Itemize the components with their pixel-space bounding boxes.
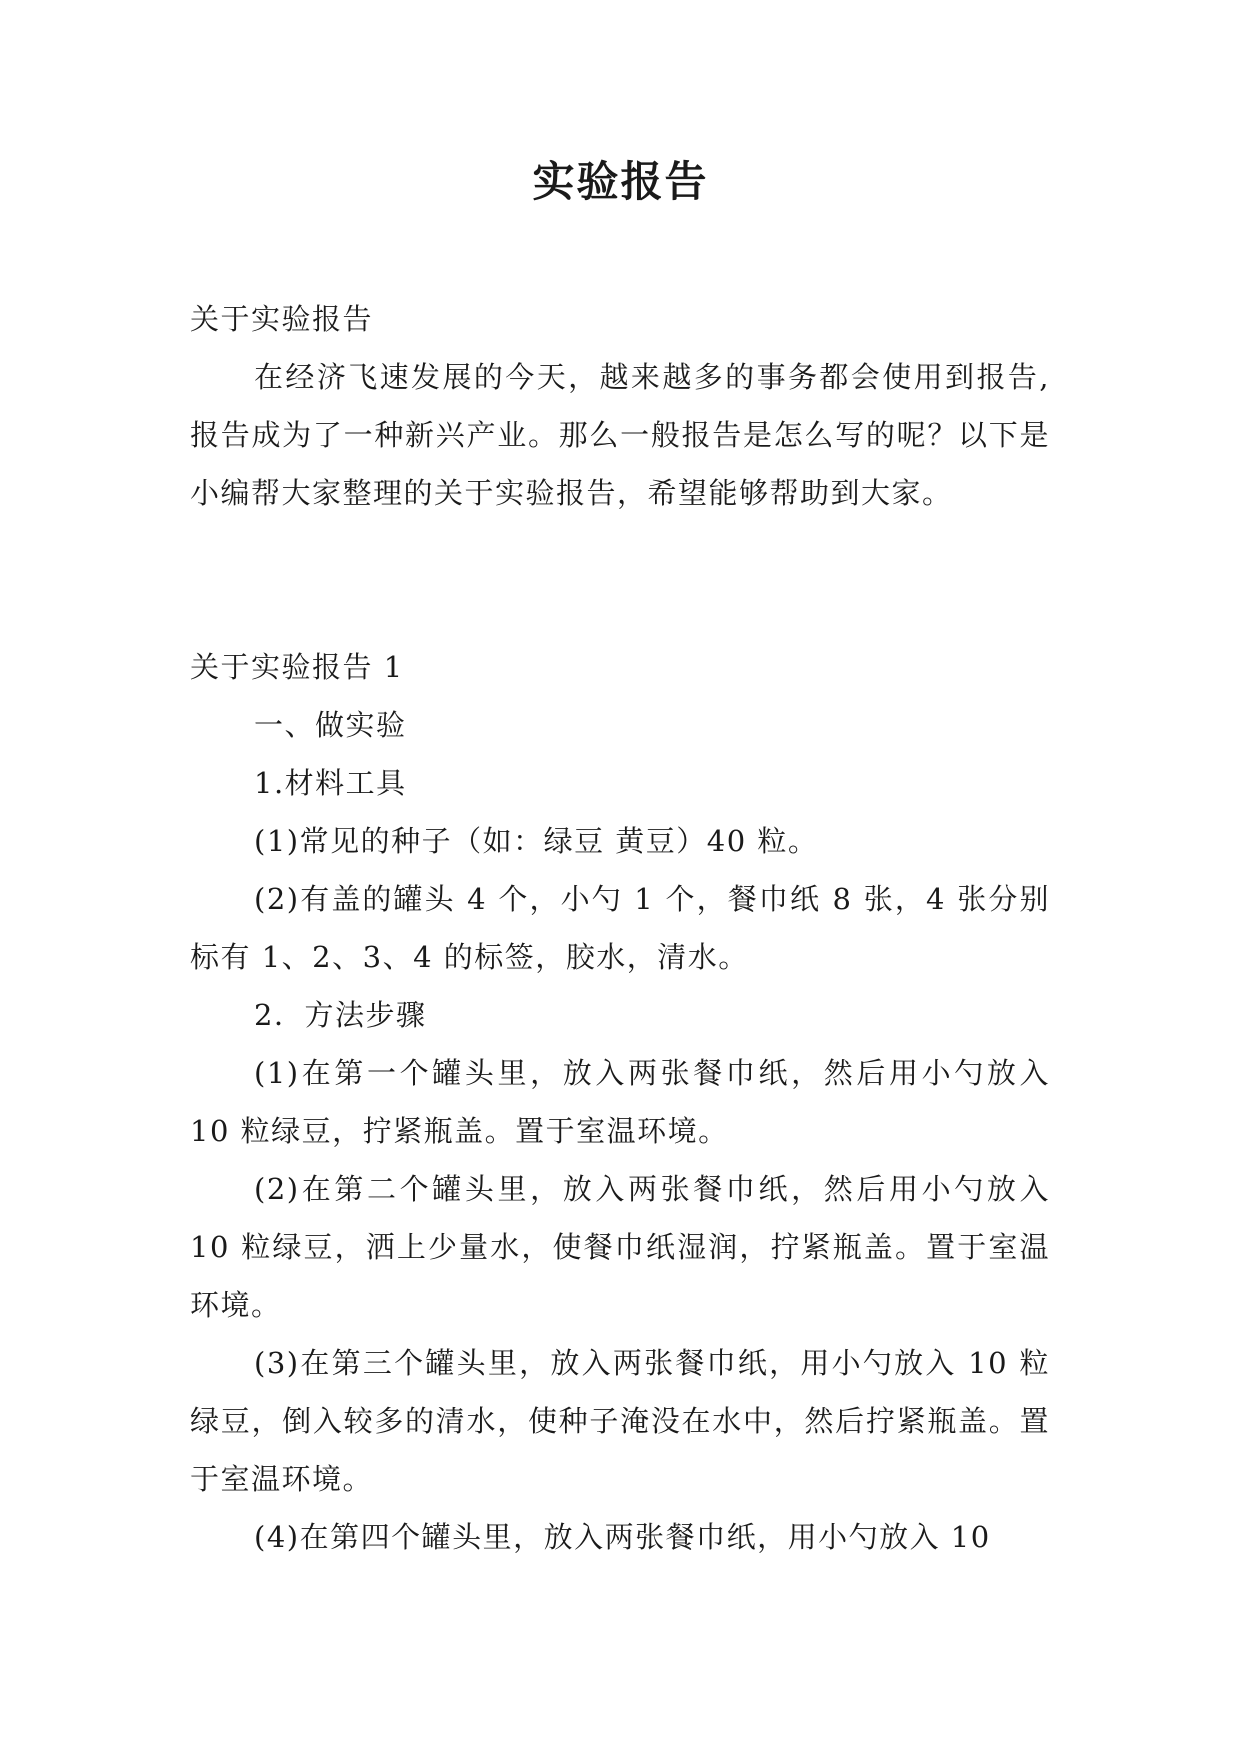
- material-item-2: (2)有盖的罐头 4 个，小勺 1 个，餐巾纸 8 张，4 张分别标有 1、2、3、4 的标签，胶水，清水。: [190, 882, 1050, 974]
- intro-heading: 关于实验报告: [190, 302, 374, 336]
- steps-heading: 2．方法步骤: [254, 998, 427, 1032]
- section1-heading: 关于实验报告 1: [190, 650, 404, 684]
- step-item-3: (3)在第三个罐头里，放入两张餐巾纸，用小勺放入 10 粒绿豆，倒入较多的清水，使种子淹没在水中，然后拧紧瓶盖。置于室温环境。: [190, 1346, 1050, 1496]
- materials-heading: 1.材料工具: [254, 766, 407, 800]
- material-item-1: (1)常见的种子（如：绿豆 黄豆）40 粒。: [254, 824, 819, 858]
- step-item-1: (1)在第一个罐头里，放入两张餐巾纸，然后用小勺放入 10 粒绿豆，拧紧瓶盖。置于室温环境。: [190, 1056, 1050, 1148]
- step-item-2: (2)在第二个罐头里，放入两张餐巾纸，然后用小勺放入 10 粒绿豆，洒上少量水，使餐巾纸湿润，拧紧瓶盖。置于室温环境。: [190, 1172, 1050, 1322]
- part1-heading: 一、做实验: [254, 708, 407, 742]
- section-spacer: [190, 522, 1050, 638]
- document-body: [190, 290, 1050, 1566]
- document-title: 实验报告: [532, 157, 709, 206]
- intro-paragraph: 在经济飞速发展的今天，越来越多的事务都会使用到报告,报告成为了一种新兴产业。那么一般报告是怎么写的呢？以下是小编帮大家整理的关于实验报告，希望能够帮助到大家。: [190, 360, 1050, 510]
- step-item-4: (4)在第四个罐头里，放入两张餐巾纸，用小勺放入 10: [254, 1520, 991, 1554]
